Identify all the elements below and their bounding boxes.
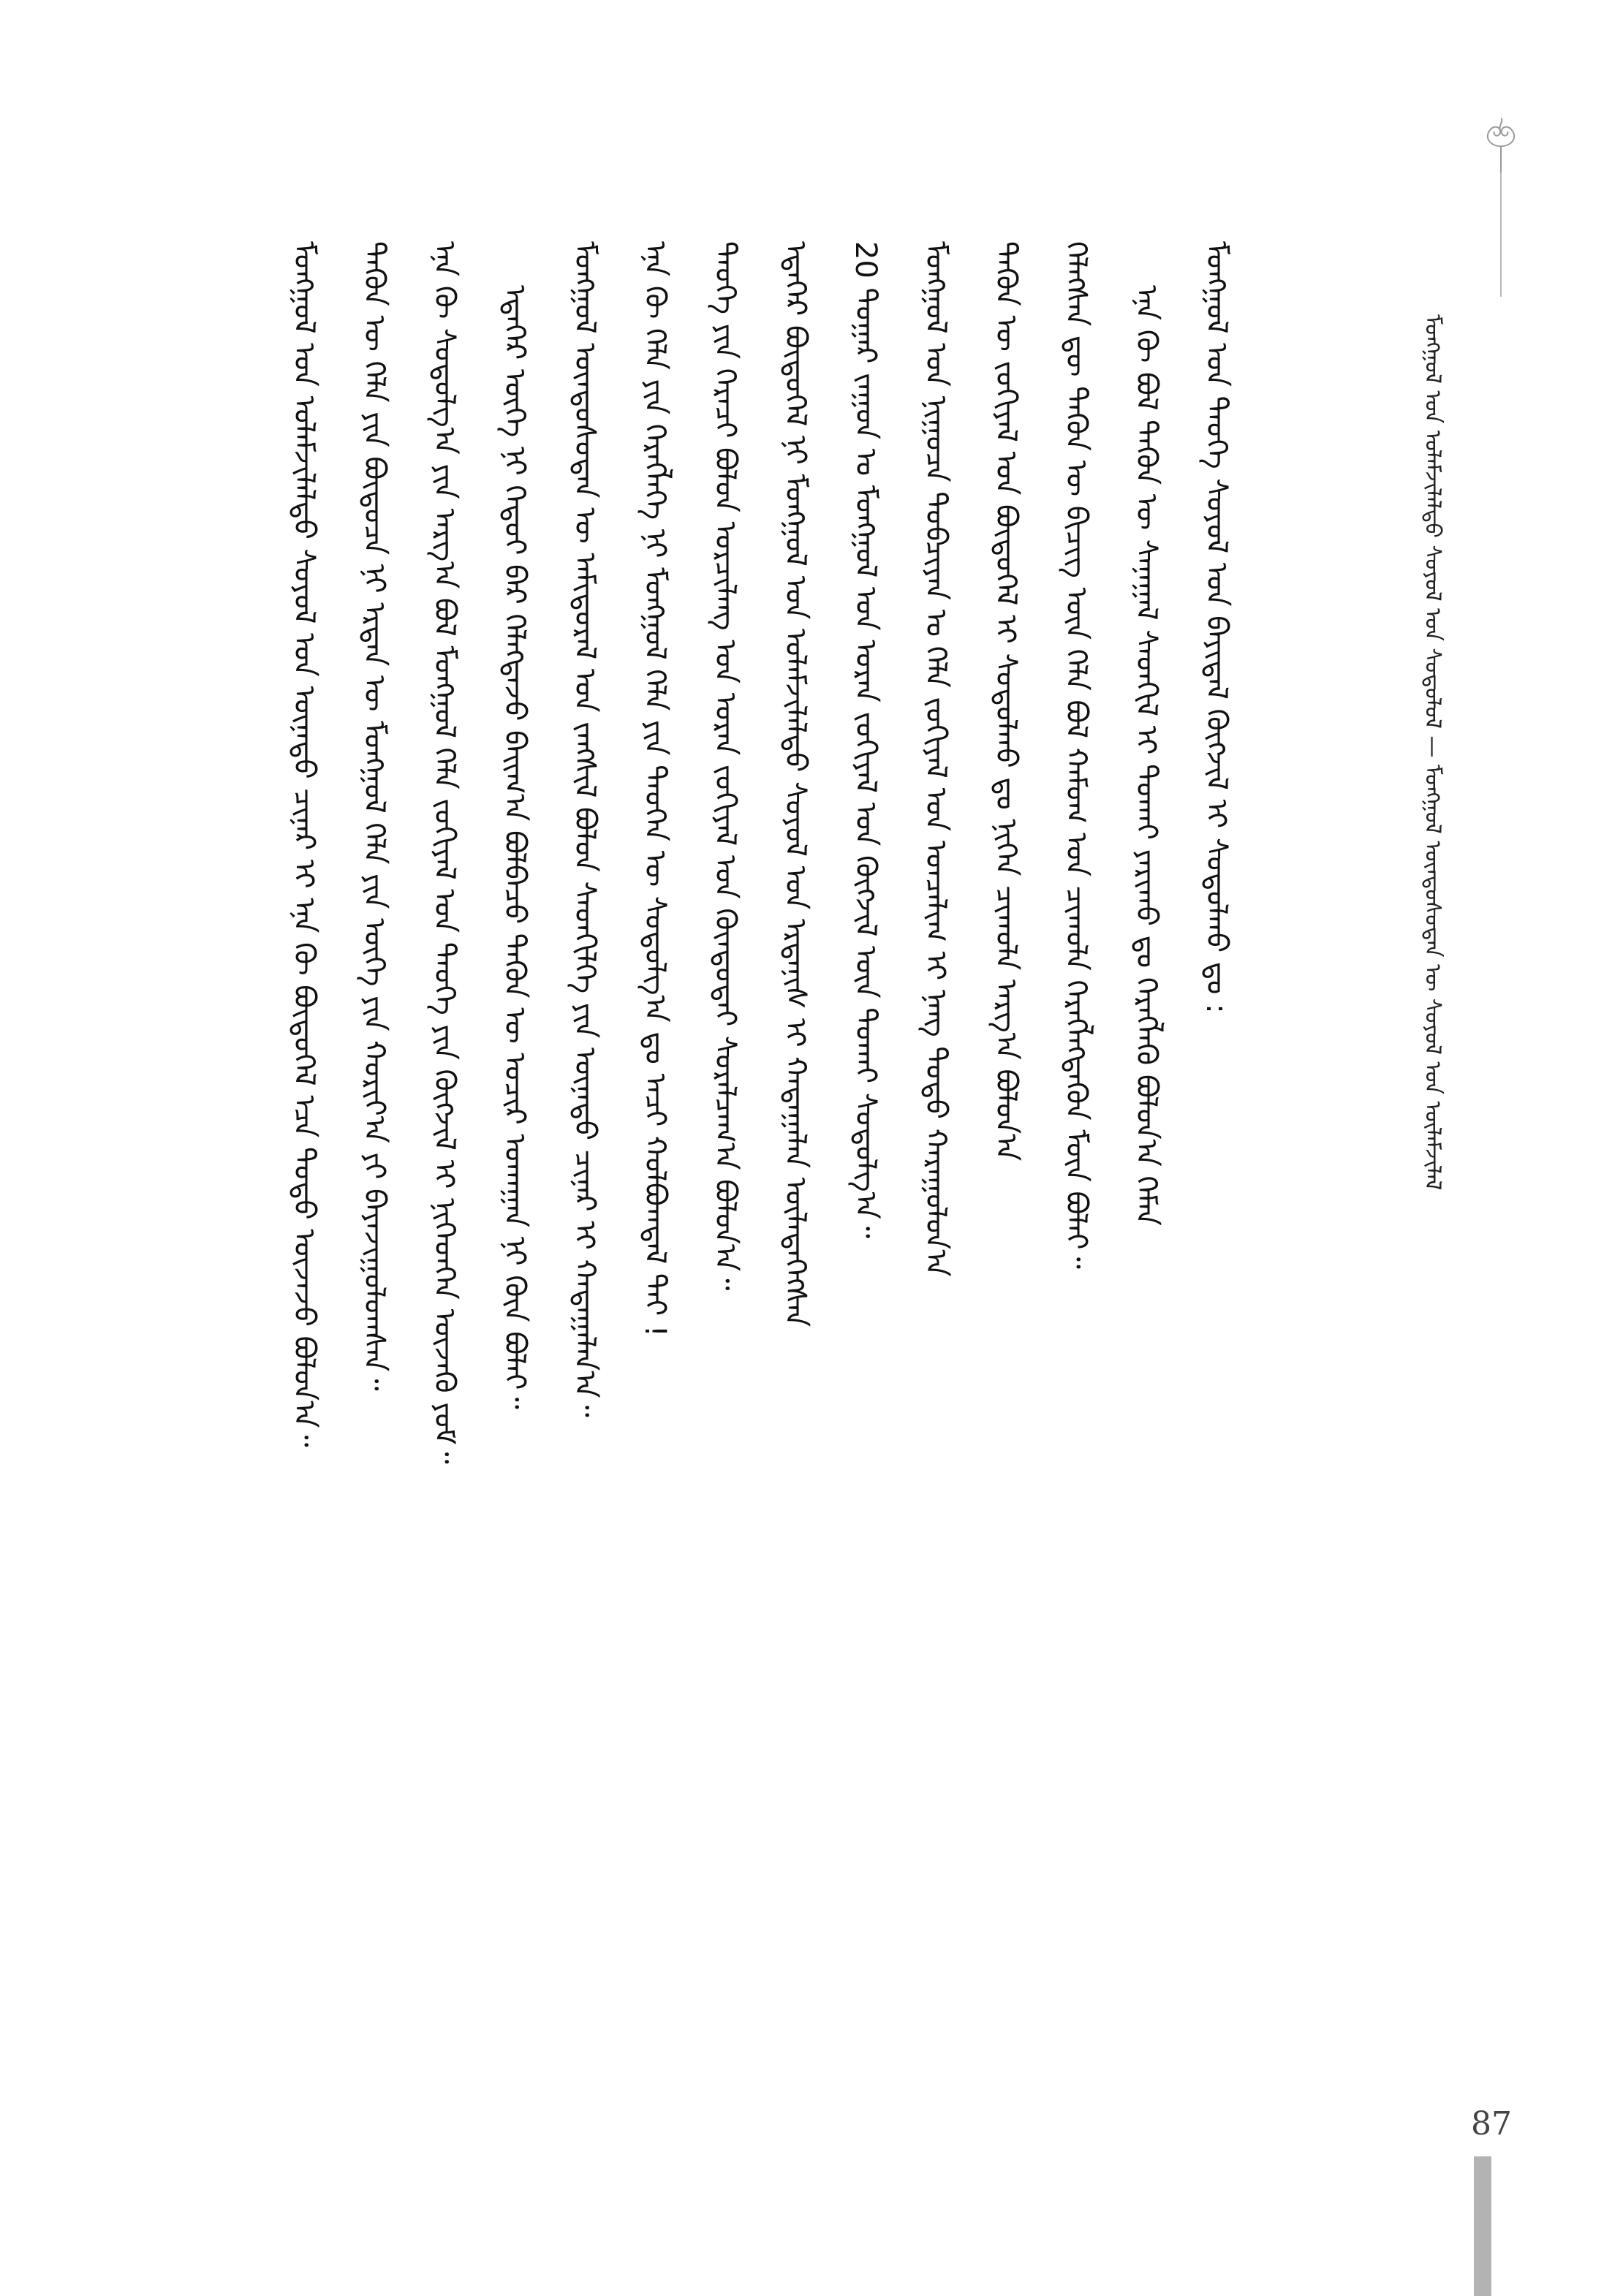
text-line: 20 ᠳᠤᠭᠠᠷ ᠵᠠᠭᠤᠨ ᠤ ᠮᠣᠩᠭᠣᠯ ᠤᠨ ᠤᠷᠠᠨ ᠵᠣᠬᠢᠶᠠᠯ ᠤᠨ ᠬᠥᠭᠵᠢᠯ ᠦᠨ ᠲᠤᠬᠠᠢ ᠰᠤᠳᠤᠯᠭ᠎ᠠ᠃ <box>849 241 882 1239</box>
text-line: ᠡᠳᠡᠭᠡᠷ ᠪᠦᠲᠦᠭᠡᠯ ᠨᠢ ᠮᠣᠩᠭᠣᠯ ᠤᠨ ᠤᠯᠠᠮᠵᠢᠯᠠᠯᠲᠤ ᠰᠣᠶᠣᠯ ᠤᠨ ᠡᠷᠳᠡᠨᠢᠰ ᠢ ᠬᠠᠳᠠᠭᠠᠯᠠᠨ ᠦᠯᠡᠳᠡᠭᠡᠭᠰᠡᠨ <box>779 241 812 1327</box>
header-ornament-icon <box>1475 117 1526 175</box>
text-line: ᠡᠨᠡ ᠬᠦ ᠬᠡᠯᠡ ᠶᠢᠨ ᠬᠡᠷᠡᠭᠯᠡᠭᠡ ᠨᠢ ᠮᠣᠩᠭᠣᠯ ᠬᠡᠯᠡ ᠶᠢᠨ ᠲᠡᠦᠬᠡᠨ ᠦ ᠰᠤᠳᠤᠯᠭ᠎ᠠ ᠳᠤ ᠠᠴᠢ ᠬᠣᠯᠪᠣᠭᠳᠠᠯ ᠲᠠᠢ ! <box>638 241 672 1337</box>
header-rule <box>1500 173 1502 297</box>
text-line: ᠡᠨᠡ ᠬᠦ ᠪᠣᠯ ᠲᠡᠭᠦᠨ ᠦ ᠰᠠᠨᠠᠭᠠᠯ ᠰᠡᠳᠬᠢᠯ ᠢ ᠲᠤᠬᠠᠢ ᠶᠠᠷᠢᠬᠤ ᠳᠤ ᠬᠡᠷᠡᠭᠯᠡᠬᠦ ᠪᠣᠯᠤᠨ᠎ᠠ ᠬᠡᠮᠡᠨ <box>1130 285 1163 1226</box>
body-text <box>192 241 1252 2215</box>
text-line: ᠲᠡᠭᠦᠨ ᠦ ᠵᠣᠬᠢᠶᠠᠯ ᠤᠨ ᠪᠦᠲᠦᠭᠡᠯ ᠢ ᠰᠤᠳᠤᠯᠬᠤ ᠳᠤ ᠨᠢᠭᠡᠨ ᠴᠢᠬᠤᠯᠠ ᠠᠷᠭ᠎ᠠ ᠪᠣᠯᠤᠨ᠎ᠠ <box>989 241 1023 1162</box>
text-line: ᠡᠳᠡᠭᠡᠷ ᠦᠭᠡ ᠨᠢ ᠬᠡᠳᠦᠢ ᠪᠡᠷ ᠬᠡᠯᠡᠭᠳᠡᠵᠦ ᠪᠠᠢᠭ᠎ᠠ ᠪᠣᠯᠪᠠᠴᠤ ᠲᠡᠭᠦᠨ ᠦ ᠤᠴᠢᠷ ᠤᠬᠠᠭᠠᠨ ᠨᠢ ᠭᠦᠨ ᠪᠣᠯᠠᠢ᠃ <box>498 285 531 1409</box>
running-head: ᠮᠣᠩᠭᠣᠯ ᠤᠨ ᠤᠯᠠᠮᠵᠢᠯᠠᠯᠲᠤ ᠰᠣᠶᠣᠯ ᠤᠨ ᠰᠤᠳᠤᠯᠤᠯ — ᠮᠣᠩᠭᠣᠯ ᠦᠨᠳᠦᠰᠦᠲᠡᠨ ᠦ ᠰᠣᠶᠣᠯ ᠤᠨ ᠦᠯᠡᠮᠵᠢᠯᠡᠯ <box>1420 314 1445 1191</box>
text-line: ᠮᠣᠩᠭᠣᠯ ᠤᠨ ᠨᠢᠭᠤᠴᠠ ᠲᠣᠪᠴᠢᠶᠠᠨ ᠤ ᠬᠡᠯᠡ ᠵᠣᠬᠢᠶᠠᠯ ᠤᠨ ᠣᠨᠴᠠᠯᠢᠭ ᠢ ᠨᠡᠩ ᠲᠣᠳᠣ ᠬᠠᠷᠠᠭᠤᠯᠤᠨ᠎ᠠ <box>919 241 953 1277</box>
text-line: ᠡᠨᠡ ᠬᠦ ᠰᠤᠳᠤᠯᠭ᠎ᠠ ᠶᠢᠨ ᠠᠷᠭ᠎ᠠ ᠪᠣᠯ ᠮᠣᠩᠭᠣᠯ ᠬᠡᠯᠡ ᠵᠣᠬᠢᠶᠠᠯ ᠤᠨ ᠲᠡᠦᠬᠡ ᠶᠢᠨ ᠬᠥᠭᠵᠢᠯ ᠢ ᠨᠢᠭᠡᠳᠬᠡᠨ ᠦᠵᠡᠬᠦ ᠶᠤᠮ᠃ <box>428 241 461 1464</box>
text-line: ᠮᠣᠩᠭᠣᠯ ᠦᠨᠳᠦᠰᠦᠲᠡᠨ ᠦ ᠠᠮᠢᠳᠤᠷᠠᠯ ᠤᠨ ᠵᠠᠩᠱᠢᠯ ᠪᠣᠯᠤᠨ ᠰᠡᠳᠬᠢᠯᠭᠡ ᠶᠢᠨ ᠦᠨᠡᠲᠦ ᠴᠢᠨᠠᠷ ᠢ ᠬᠠᠳᠠᠭᠠᠯᠠᠨ᠎ᠠ᠃ <box>568 241 602 1417</box>
text-line: ᠲᠡᠦᠬᠡ ᠶᠢᠨ ᠭᠡᠷᠡᠴᠢ ᠪᠣᠯᠤᠨ ᠣᠷᠴᠢᠯᠠᠩ ᠤᠨ ᠤᠷᠠᠨ ᠵᠣᠬᠢᠶᠠᠯ ᠤᠨ ᠬᠦᠨᠳᠦᠲᠡᠢ ᠰᠤᠷᠠᠯᠴᠠᠭ᠎ᠠ ᠪᠣᠯᠤᠨ᠎ᠠ᠃ <box>708 241 742 1291</box>
text-line: ᠲᠡᠭᠦᠨ ᠦ ᠬᠡᠯᠡ ᠶᠢᠨ ᠪᠦᠲᠦᠴᠡ ᠨᠢ ᠡᠷᠲᠡᠨ ᠦ ᠮᠣᠩᠭᠣᠯ ᠬᠡᠯᠡ ᠶᠢᠨ ᠦᠭᠡ ᠶᠢᠨ ᠬᠣᠷᠢᠶ᠎ᠠ ᠶᠢ ᠪᠠᠶᠠᠵᠢᠭᠤᠯᠤᠭᠰᠠᠨ᠃ <box>357 241 391 1391</box>
page-edge-marker <box>1474 2156 1491 2296</box>
text-line: ᠬᠡᠯᠡᠭᠰᠡᠨ ᠳᠦ ᠲᠡᠭᠦᠨ ᠦ ᠪᠢᠴᠢᠭ᠌ ᠦᠨ ᠬᠡᠯᠡ ᠪᠣᠯ ᠬᠠᠮᠤᠭ ᠤᠨ ᠴᠢᠬᠤᠯᠠ ᠬᠡᠷᠡᠭᠯᠡᠭᠳᠡᠬᠦᠨ ᠮᠥᠨ ᠪᠣᠯᠠᠢ᠃ <box>1059 241 1093 1269</box>
text-line: ᠮᠣᠩᠭᠣᠯ ᠤᠨ ᠤᠯᠠᠮᠵᠢᠯᠠᠯᠲᠤ ᠰᠣᠶᠣᠯ ᠤᠨ ᠦᠨᠡᠲᠦ ᠴᠢᠨᠠᠷ ᠢ ᠡᠨᠡ ᠬᠦ ᠪᠦᠲᠦᠭᠡᠯ ᠡᠴᠡ ᠲᠣᠳᠣ ᠦᠵᠡᠵᠦ ᠪᠣᠯᠤᠨ᠎ᠠ᠃ <box>287 241 321 1447</box>
page-number: 87 <box>1471 2105 1512 2142</box>
text-line: ᠮᠣᠩᠭᠣᠯ ᠤᠨ ᠲᠡᠦᠬᠡ ᠰᠣᠶᠣᠯ ᠤᠨ ᠪᠠᠶᠢᠳᠠᠯ ᠬᠥᠭᠵᠢᠯ ᠢ ᠰᠤᠳᠤᠯᠬᠤ ᠳᠤ : <box>1200 241 1233 1014</box>
